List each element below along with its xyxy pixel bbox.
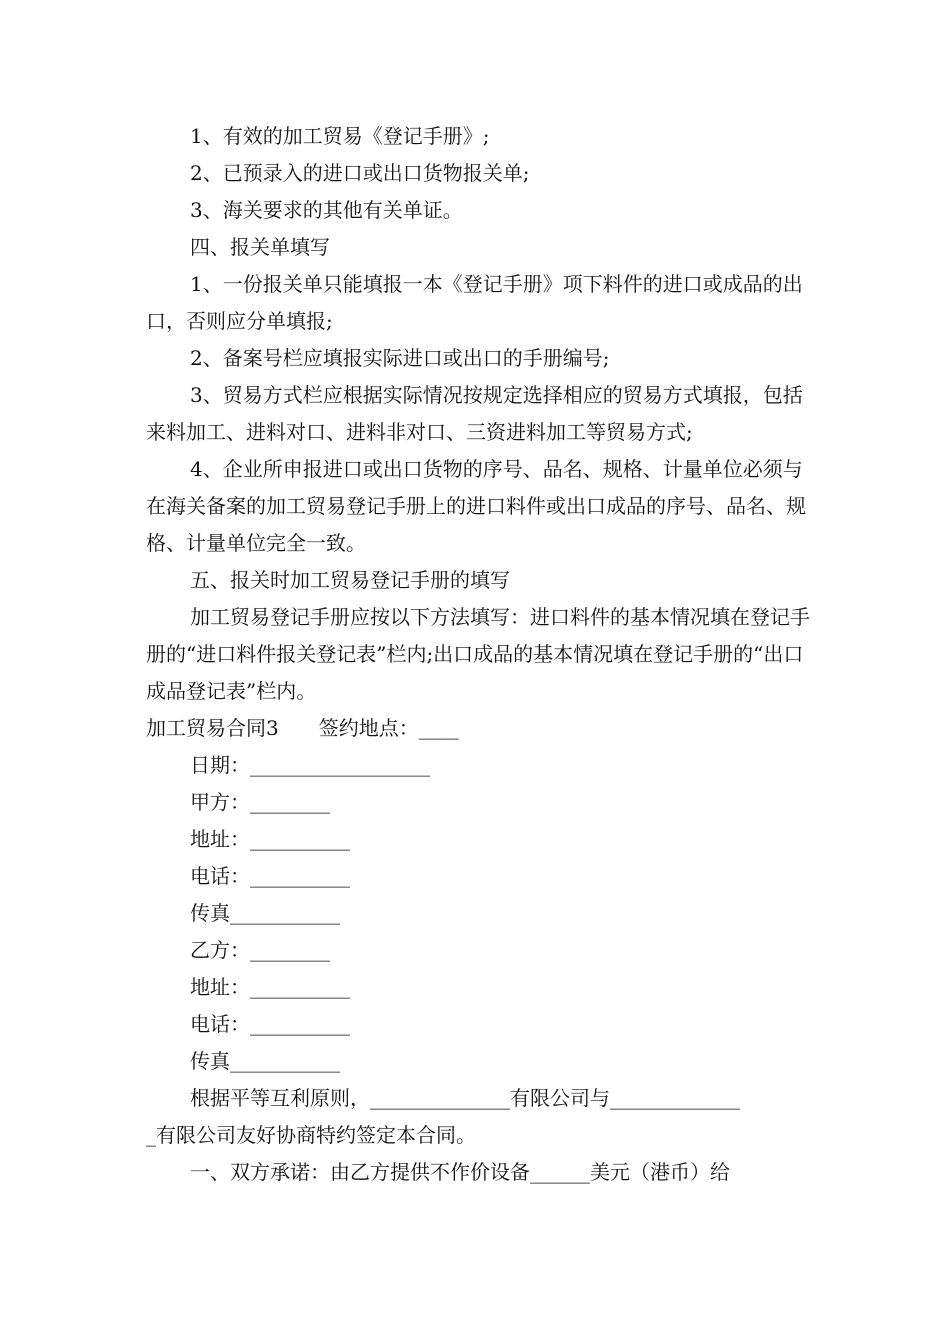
field-party-a-address: 地址：__________ — [190, 827, 350, 851]
paragraph-rule-1: 1、一份报关单只能填报一本《登记手册》项下料件的进口或成品的出口，否则应分单填报; — [146, 272, 803, 333]
field-party-a: 甲方：________ — [190, 790, 330, 814]
field-party-b-address: 地址：__________ — [190, 975, 350, 999]
field-party-b: 乙方：________ — [190, 938, 330, 962]
field-party-a-fax: 传真___________ — [190, 901, 340, 925]
field-party-b-fax: 传真___________ — [190, 1049, 340, 1073]
contract-title-line: 加工贸易合同3 签约地点：____ — [146, 716, 459, 740]
field-party-a-phone: 电话：__________ — [190, 864, 350, 888]
section-heading-five: 五、报关时加工贸易登记手册的填写 — [190, 568, 510, 592]
paragraph-handbook-filling: 加工贸易登记手册应按以下方法填写：进口料件的基本情况填在登记手册的“进口料件报关登记表”栏内;出口成品的基本情况填在登记手册的“出口成品登记表”栏内。 — [146, 605, 810, 703]
paragraph-principle-continued: _有限公司友好协商特约签定本合同。 — [146, 1123, 476, 1147]
list-item-valid-handbook: 1、有效的加工贸易《登记手册》; — [190, 124, 490, 148]
paragraph-rule-2: 2、备案号栏应填报实际进口或出口的手册编号; — [190, 346, 610, 370]
section-heading-four: 四、报关单填写 — [190, 235, 330, 259]
paragraph-rule-3: 3、贸易方式栏应根据实际情况按规定选择相应的贸易方式填报，包括来料加工、进料对口、进料非对口、三资进料加工等贸易方式; — [146, 383, 803, 444]
field-party-b-phone: 电话：__________ — [190, 1012, 350, 1036]
list-item-declaration-form: 2、已预录入的进口或出口货物报关单; — [190, 161, 530, 185]
paragraph-principle: 根据平等互利原则，______________有限公司与_____________ — [190, 1086, 740, 1110]
field-date: 日期：__________________ — [190, 753, 430, 777]
list-item-other-documents: 3、海关要求的其他有关单证。 — [190, 198, 463, 222]
document-body — [146, 118, 814, 1191]
paragraph-rule-4: 4、企业所申报进口或出口货物的序号、品名、规格、计量单位必须与在海关备案的加工贸易登记手册上的进口料件或出口成品的序号、品名、规格、计量单位完全一致。 — [146, 457, 806, 555]
paragraph-commitment: 一、双方承诺：由乙方提供不作价设备______美元（港币）给 — [190, 1160, 730, 1184]
